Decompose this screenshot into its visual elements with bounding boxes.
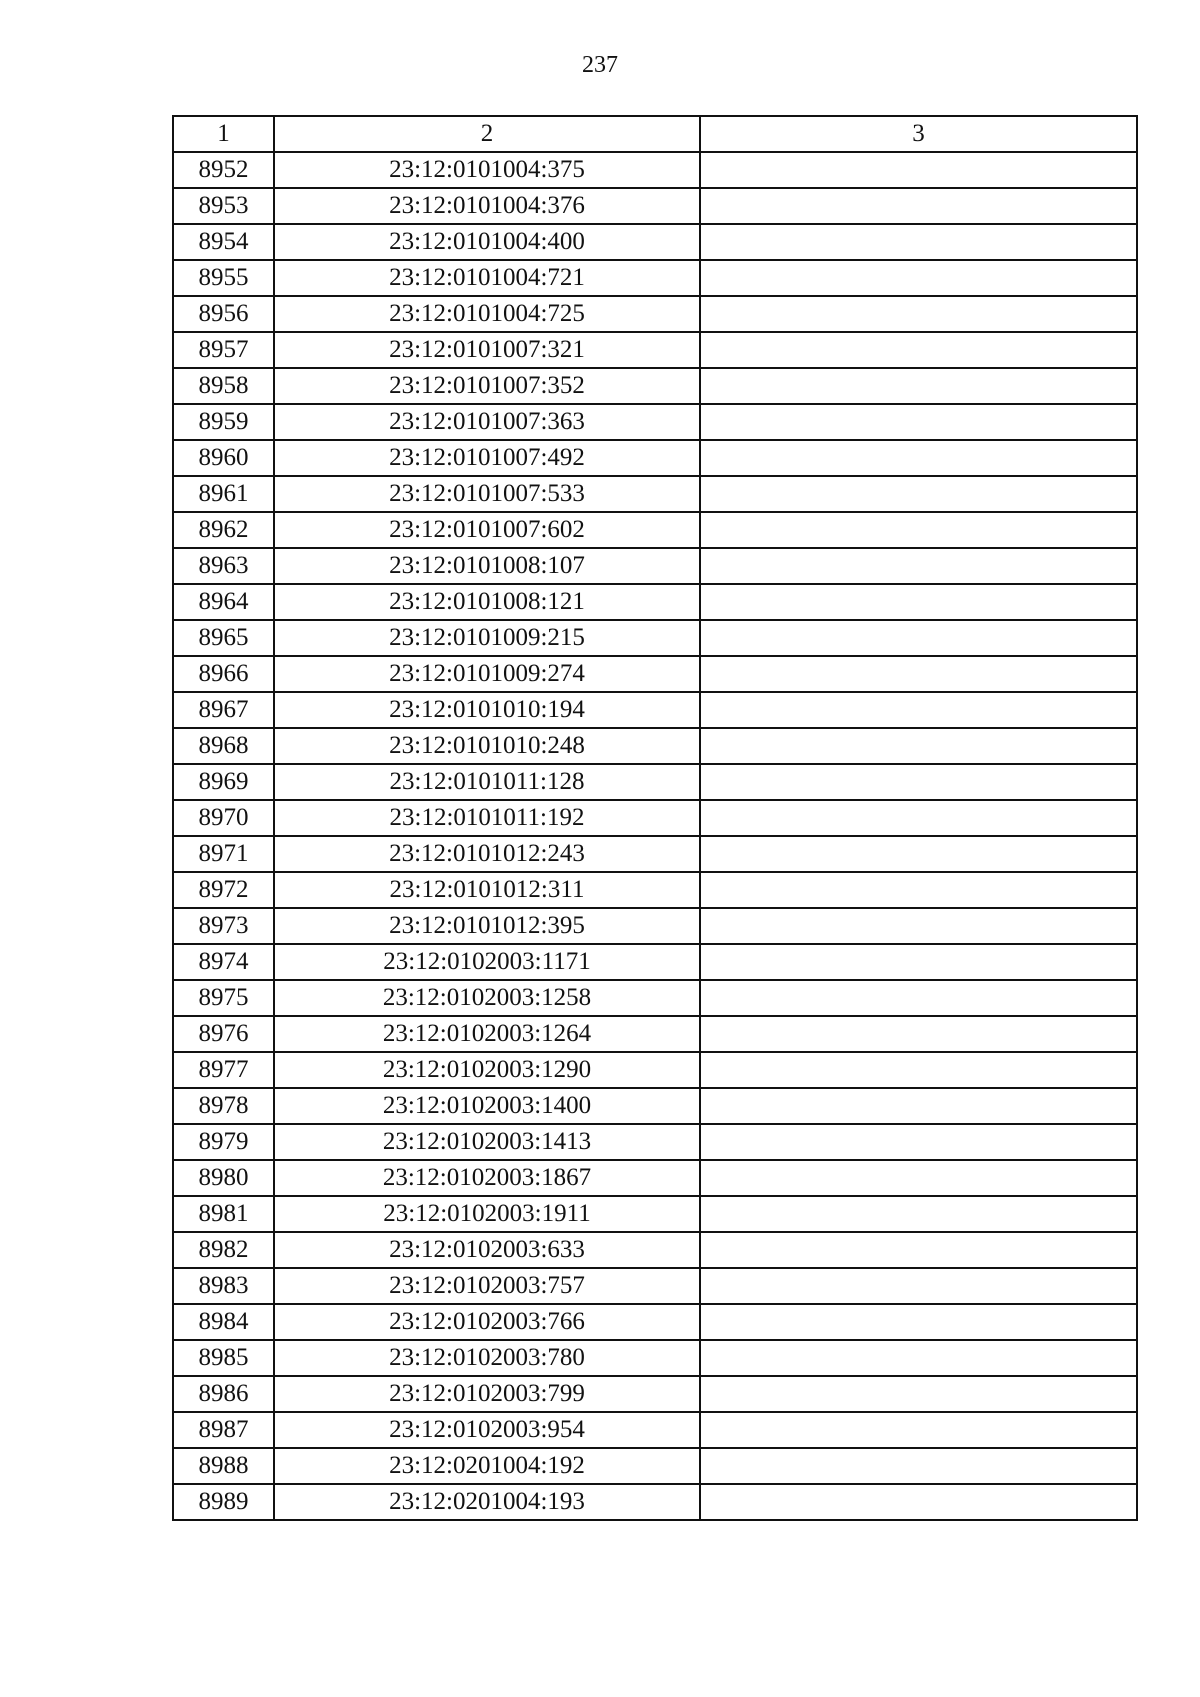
cadastral-number-cell: 23:12:0101004:376 <box>274 188 700 224</box>
note-cell <box>700 656 1137 692</box>
table-row <box>173 1016 1137 1052</box>
row-number-cell: 8962 <box>173 512 274 548</box>
note-cell <box>700 1052 1137 1088</box>
column-header-2: 2 <box>274 116 700 152</box>
table-row <box>173 1268 1137 1304</box>
page-number: 237 <box>582 52 618 78</box>
row-number-cell: 8974 <box>173 944 274 980</box>
row-number-cell: 8964 <box>173 584 274 620</box>
note-cell <box>700 1484 1137 1520</box>
row-number-cell: 8953 <box>173 188 274 224</box>
note-cell <box>700 1376 1137 1412</box>
note-cell <box>700 908 1137 944</box>
cadastral-number-cell: 23:12:0102003:766 <box>274 1304 700 1340</box>
table-row <box>173 1052 1137 1088</box>
cadastral-number-cell: 23:12:0102003:1413 <box>274 1124 700 1160</box>
row-number-cell: 8960 <box>173 440 274 476</box>
cadastral-number-cell: 23:12:0102003:1867 <box>274 1160 700 1196</box>
cadastral-number-cell: 23:12:0101012:395 <box>274 908 700 944</box>
note-cell <box>700 728 1137 764</box>
cadastral-number-cell: 23:12:0101011:128 <box>274 764 700 800</box>
note-cell <box>700 1412 1137 1448</box>
cadastral-number-cell: 23:12:0101011:192 <box>274 800 700 836</box>
table-row <box>173 1484 1137 1520</box>
cadastral-number-cell: 23:12:0102003:1290 <box>274 1052 700 1088</box>
table-row <box>173 872 1137 908</box>
table-row <box>173 800 1137 836</box>
note-cell <box>700 1232 1137 1268</box>
cadastral-number-cell: 23:12:0101007:321 <box>274 332 700 368</box>
row-number-cell: 8981 <box>173 1196 274 1232</box>
table-row <box>173 620 1137 656</box>
row-number-cell: 8989 <box>173 1484 274 1520</box>
cadastral-number-cell: 23:12:0101009:274 <box>274 656 700 692</box>
cadastral-number-cell: 23:12:0102003:954 <box>274 1412 700 1448</box>
row-number-cell: 8983 <box>173 1268 274 1304</box>
note-cell <box>700 764 1137 800</box>
cadastral-number-cell: 23:12:0101007:492 <box>274 440 700 476</box>
row-number-cell: 8976 <box>173 1016 274 1052</box>
registry-table <box>172 115 1138 1521</box>
table-row <box>173 1376 1137 1412</box>
note-cell <box>700 224 1137 260</box>
note-cell <box>700 296 1137 332</box>
note-cell <box>700 944 1137 980</box>
cadastral-number-cell: 23:12:0102003:780 <box>274 1340 700 1376</box>
cadastral-number-cell: 23:12:0102003:757 <box>274 1268 700 1304</box>
note-cell <box>700 368 1137 404</box>
table-row <box>173 1088 1137 1124</box>
table-row <box>173 476 1137 512</box>
note-cell <box>700 1124 1137 1160</box>
row-number-cell: 8961 <box>173 476 274 512</box>
note-cell <box>700 1304 1137 1340</box>
row-number-cell: 8988 <box>173 1448 274 1484</box>
row-number-cell: 8963 <box>173 548 274 584</box>
row-number-cell: 8979 <box>173 1124 274 1160</box>
row-number-cell: 8975 <box>173 980 274 1016</box>
table-row <box>173 404 1137 440</box>
row-number-cell: 8978 <box>173 1088 274 1124</box>
row-number-cell: 8984 <box>173 1304 274 1340</box>
row-number-cell: 8987 <box>173 1412 274 1448</box>
cadastral-number-cell: 23:12:0101008:121 <box>274 584 700 620</box>
note-cell <box>700 980 1137 1016</box>
cadastral-number-cell: 23:12:0101007:363 <box>274 404 700 440</box>
cadastral-number-cell: 23:12:0101007:533 <box>274 476 700 512</box>
column-header-1: 1 <box>173 116 274 152</box>
table-header-row <box>173 116 1137 152</box>
table-row <box>173 296 1137 332</box>
row-number-cell: 8968 <box>173 728 274 764</box>
note-cell <box>700 836 1137 872</box>
table-row <box>173 260 1137 296</box>
cadastral-number-cell: 23:12:0102003:799 <box>274 1376 700 1412</box>
note-cell <box>700 872 1137 908</box>
table-row <box>173 1304 1137 1340</box>
row-number-cell: 8956 <box>173 296 274 332</box>
row-number-cell: 8980 <box>173 1160 274 1196</box>
cadastral-number-cell: 23:12:0101007:352 <box>274 368 700 404</box>
note-cell <box>700 404 1137 440</box>
row-number-cell: 8970 <box>173 800 274 836</box>
note-cell <box>700 1196 1137 1232</box>
table-row <box>173 584 1137 620</box>
table-row <box>173 224 1137 260</box>
table-row <box>173 1160 1137 1196</box>
table-row <box>173 692 1137 728</box>
cadastral-number-cell: 23:12:0102003:633 <box>274 1232 700 1268</box>
table-row <box>173 548 1137 584</box>
cadastral-number-cell: 23:12:0102003:1171 <box>274 944 700 980</box>
table-row <box>173 152 1137 188</box>
table-row <box>173 728 1137 764</box>
cadastral-number-cell: 23:12:0102003:1400 <box>274 1088 700 1124</box>
cadastral-number-cell: 23:12:0101004:721 <box>274 260 700 296</box>
cadastral-number-cell: 23:12:0101007:602 <box>274 512 700 548</box>
note-cell <box>700 800 1137 836</box>
note-cell <box>700 476 1137 512</box>
cadastral-number-cell: 23:12:0101012:243 <box>274 836 700 872</box>
note-cell <box>700 188 1137 224</box>
table-row <box>173 512 1137 548</box>
note-cell <box>700 1016 1137 1052</box>
table-row <box>173 764 1137 800</box>
cadastral-number-cell: 23:12:0101010:194 <box>274 692 700 728</box>
note-cell <box>700 152 1137 188</box>
cadastral-number-cell: 23:12:0102003:1911 <box>274 1196 700 1232</box>
table-row <box>173 836 1137 872</box>
table-row <box>173 1232 1137 1268</box>
cadastral-number-cell: 23:12:0201004:193 <box>274 1484 700 1520</box>
row-number-cell: 8969 <box>173 764 274 800</box>
table-row <box>173 1412 1137 1448</box>
cadastral-number-cell: 23:12:0101010:248 <box>274 728 700 764</box>
row-number-cell: 8982 <box>173 1232 274 1268</box>
note-cell <box>700 332 1137 368</box>
table-body <box>173 152 1137 1520</box>
table-row <box>173 1124 1137 1160</box>
cadastral-number-cell: 23:12:0102003:1264 <box>274 1016 700 1052</box>
column-header-3: 3 <box>700 116 1137 152</box>
table-row <box>173 332 1137 368</box>
row-number-cell: 8986 <box>173 1376 274 1412</box>
note-cell <box>700 1088 1137 1124</box>
table-row <box>173 188 1137 224</box>
note-cell <box>700 1268 1137 1304</box>
row-number-cell: 8958 <box>173 368 274 404</box>
row-number-cell: 8972 <box>173 872 274 908</box>
cadastral-number-cell: 23:12:0101004:725 <box>274 296 700 332</box>
note-cell <box>700 620 1137 656</box>
cadastral-number-cell: 23:12:0101008:107 <box>274 548 700 584</box>
table-row <box>173 1448 1137 1484</box>
row-number-cell: 8952 <box>173 152 274 188</box>
table-row <box>173 1196 1137 1232</box>
row-number-cell: 8954 <box>173 224 274 260</box>
cadastral-number-cell: 23:12:0201004:192 <box>274 1448 700 1484</box>
note-cell <box>700 692 1137 728</box>
note-cell <box>700 260 1137 296</box>
cadastral-number-cell: 23:12:0101004:375 <box>274 152 700 188</box>
table-row <box>173 1340 1137 1376</box>
cadastral-number-cell: 23:12:0101004:400 <box>274 224 700 260</box>
table-row <box>173 368 1137 404</box>
table-row <box>173 944 1137 980</box>
cadastral-number-cell: 23:12:0101012:311 <box>274 872 700 908</box>
note-cell <box>700 512 1137 548</box>
table-row <box>173 908 1137 944</box>
row-number-cell: 8966 <box>173 656 274 692</box>
row-number-cell: 8971 <box>173 836 274 872</box>
note-cell <box>700 1160 1137 1196</box>
note-cell <box>700 440 1137 476</box>
note-cell <box>700 548 1137 584</box>
cadastral-number-cell: 23:12:0101009:215 <box>274 620 700 656</box>
table-row <box>173 980 1137 1016</box>
table-row <box>173 440 1137 476</box>
row-number-cell: 8957 <box>173 332 274 368</box>
row-number-cell: 8973 <box>173 908 274 944</box>
note-cell <box>700 584 1137 620</box>
note-cell <box>700 1448 1137 1484</box>
row-number-cell: 8965 <box>173 620 274 656</box>
row-number-cell: 8955 <box>173 260 274 296</box>
row-number-cell: 8967 <box>173 692 274 728</box>
row-number-cell: 8985 <box>173 1340 274 1376</box>
note-cell <box>700 1340 1137 1376</box>
cadastral-number-cell: 23:12:0102003:1258 <box>274 980 700 1016</box>
row-number-cell: 8977 <box>173 1052 274 1088</box>
table-row <box>173 656 1137 692</box>
row-number-cell: 8959 <box>173 404 274 440</box>
